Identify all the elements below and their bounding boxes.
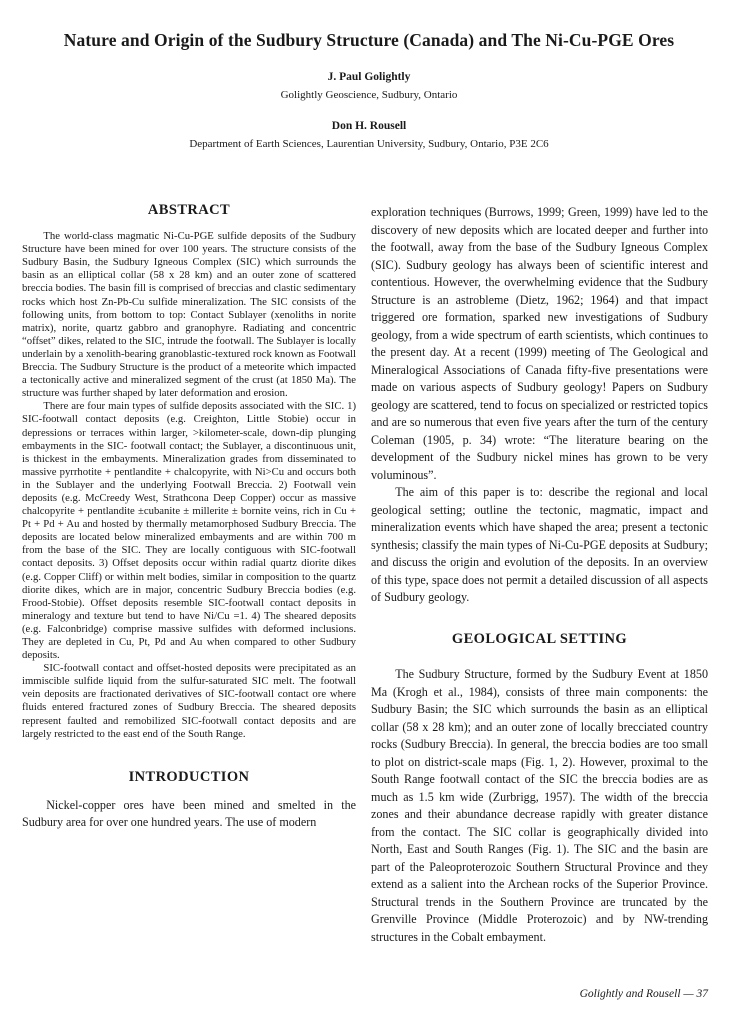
page-footer: Golightly and Rousell — 37 [579,988,708,1000]
abstract-heading: ABSTRACT [147,202,231,218]
author-affiliation: Golightly Geoscience, Sudbury, Ontario [280,89,458,101]
abstract-paragraph: There are four main types of sulfide deposits associated with the SIC. 1) SIC-footwall contact deposits (e.g. Creighton, Little Stobie) occur in depressions or terraces within larger, >kilometer-scale, down-dip plunging embayments in the SIC- footwall contact; the Sublayer, a discontinuous unit, is thickest in the embayments. Mineralization grades from disseminated to massive pyrrhotite + pentlandite + chalcopyrite, with Ni>Cu and occurs both in the Sublayer and the underlying Footwall Breccia. 2) Footwall vein deposits (e.g. McCreedy West, Strathcona Deep Copper) occur as massive chalcopyrite + pentlandite ±cubanite ± millerite ± bornite veins, rich in Cu + Pt + Pd + Au and hosted by thermally metamorphosed Sudbury Breccia. The deposits are located below mineralized embayments and are within 700 m from the base of the SIC. They are locally contiguous with SIC-footwall contact deposits. 3) Offset deposits occur within radial quartz diorite dikes (e.g. Copper Cliff) or within melt bodies, similar in composition to the quartz diorite dikes, which are in major, concentric Sudbury Breccia bodies (e.g. Frood-Stobie). Offset deposits resemble SIC-footwall contact deposits in mineralogy and texture but tend to have Ni/Cu =1. 4) The sheared deposits (e.g. Falconbridge) comprise massive sulfides with deformed inclusions. They are depleted in Cu, Pt, Pd and Au when compared to other Sudbury deposits. [22,400,356,662]
left-column [22,204,356,832]
introduction-paragraph: The aim of this paper is to: describe the regional and local geological setting; outline the tectonic, magmatic, impact and mineralization events which have shaped the area; present a tectonic synthesis; classify the main types of Ni-Cu-PGE deposits at Sudbury; and discuss the origin and evolution of the deposits. In an overview of this type, space does not permit a detailed discussion of all aspects of Sudbury geology. [371,485,708,604]
abstract-paragraph: The world-class magmatic Ni-Cu-PGE sulfide deposits of the Sudbury Structure have been mined for over 100 years. The structure consists of the Sudbury Basin, the Sudbury Igneous Complex (SIC) which surrounds the basin as an elliptical collar (58 x 28 km) and an outer zone of scattered breccia bodies. The basin fill is comprised of breccias and clastic sedimentary rocks which host Zn-Pb-Cu sulfide mineralization. The SIC consists of the following units, from bottom to top: Contact Sublayer (xenoliths in norite matrix), norite, quartz gabbro and granophyre. Radiating and concentric “offset” dikes, related to the SIC, intrude the footwall. The Sublayer is locally underlain by a xenolith-bearing granoblastic-textured rock known as Footwall Breccia. The Sudbury Structure is the product of a meteorite which impacted a tectonically active and mineralized segment of the crust (at 1850 Ma). The structure was further shaped by later deformation and erosion. [22,230,356,400]
introduction-heading: INTRODUCTION [128,768,250,785]
author-name: J. Paul Golightly [327,71,411,83]
introduction-paragraph: exploration techniques (Burrows, 1999; Green, 1999) have led to the discovery of new deposits which are located deeper and further into the footwall, away from the base of the Sudbury Igneous Complex (SIC). Sudbury geology has always been of scientific interest and contentious. However, the overwhelming evidence that the Sudbury Structure is an astrobleme (Dietz, 1962; 1964) and that impact triggered ore formation, sparked new investigations of Sudbury geology, from a wide spectrum of earth scientists, which continues to the present day. At a recent (1999) meeting of The Geological and Mineralogical Associations of Canada fifty-five presentations were made on various aspects of Sudbury geology! Papers on Sudbury geology are scattered, tend to focus on specialized or restricted topics and are so numerous that even five years after the turn of the century Coleman (1905, p. 34) wrote: “The literature bearing on the development of the Sudbury nickel mines has grown to be very voluminous”. [371,205,708,482]
right-column [371,204,708,946]
paper-title: Nature and Origin of the Sudbury Structure (Canada) and The Ni-Cu-PGE Ores [63,30,675,50]
geological-setting-heading: GEOLOGICAL SETTING [451,630,628,647]
author-name: Don H. Rousell [331,120,407,132]
geological-setting-paragraph: The Sudbury Structure, formed by the Sudbury Event at 1850 Ma (Krogh et al., 1984), consists of three main components: the Sudbury Basin; the SIC which surrounds the basin as an elliptical collar (58 x 28 km); and an outer zone of locally brecciated country rocks (Sudbury Breccia). In general, the breccia bodies are too small to plot on district-scale maps (Fig. 1, 2). However, proximal to the South Range footwall contact of the SIC the breccia bodies are as much as 1.5 km wide (Zurbrigg, 1957). The width of the breccia zones and their abundance decrease rapidly with greater distance from the contact. The SIC collar is geographically divided into North, East and South Ranges (Fig. 1). The SIC and the basin are part of the Paleoproterozoic Southern Structural Province and they extend as a salient into the Archean rocks of the Superior Province. Structural trends in the Southern Province are truncated by the Grenville Province (Middle Proterozoic) and by NW-trending structures in the Cobalt embayment. [371,667,708,944]
abstract-paragraph: SIC-footwall contact and offset-hosted deposits were precipitated as an immiscible sulfide liquid from the sulfur-saturated SIC melt. The footwall vein deposits are fractionated derivatives of SIC-footwall contact ore where fluids entered fractured zones of Sudbury Breccia. The sheared deposits represent faulted and remobilized SIC-footwall contact deposits and are largely restricted to the east end of the South Range. [22,662,356,740]
introduction-paragraph: Nickel-copper ores have been mined and smelted in the Sudbury area for over one hundred years. The use of modern [22,797,356,830]
author-affiliation: Department of Earth Sciences, Laurentian University, Sudbury, Ontario, P3E 2C6 [189,138,549,150]
